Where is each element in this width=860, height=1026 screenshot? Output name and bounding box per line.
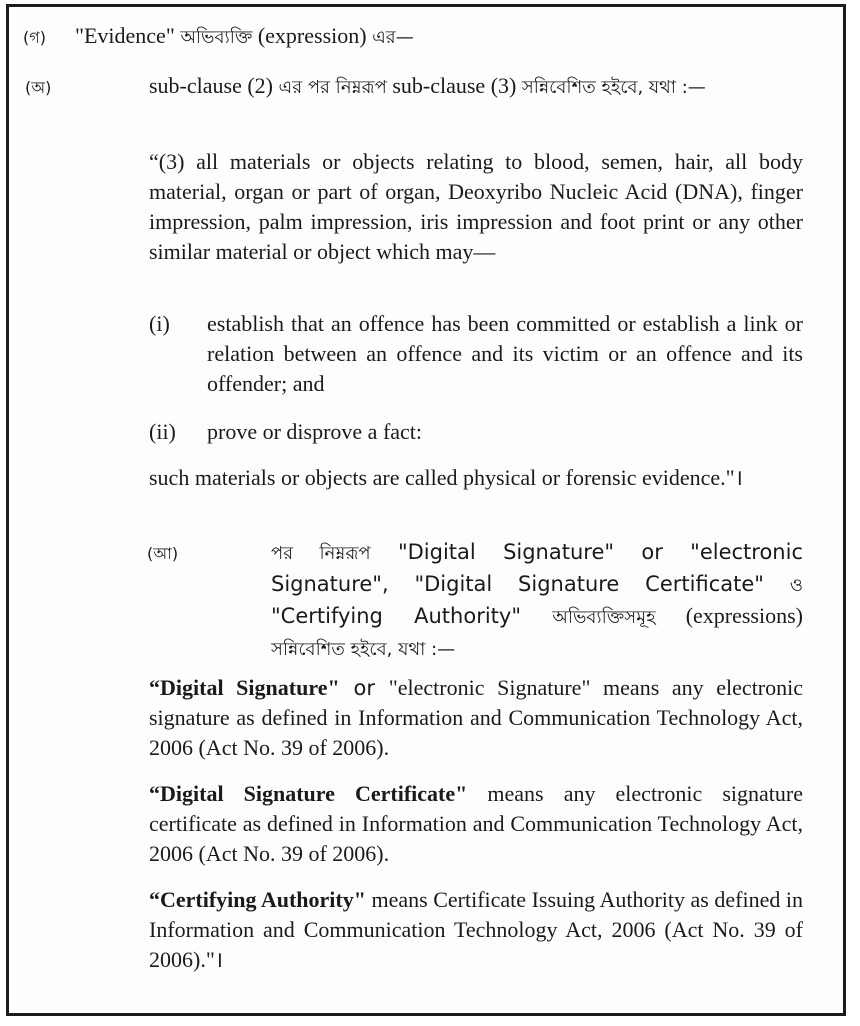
definition-text: means any electronic signature certificate as defined in Information and Communication Technology Act, 2006 (Act No. 39 of 2006). [149, 781, 803, 866]
clause-ga-heading-a: "Evidence" [75, 23, 181, 48]
list-item-ii-marker: (ii) [149, 419, 176, 444]
sub-a-line1-a: sub-clause (2) [149, 73, 279, 98]
list-item-ii-text: prove or disprove a fact: [207, 419, 423, 444]
sub-clause-aa [147, 537, 803, 665]
closing-text: such materials or objects are called physical or forensic evidence."। [149, 465, 743, 490]
sub-aa-bn1: পর নিম্নরূপ [271, 543, 371, 564]
sub-clause-a [25, 71, 803, 103]
sub-aa-bn-and: ও [789, 575, 803, 596]
sub-a-line1-bn2: সন্নিবেশিত হইবে, [521, 77, 644, 98]
clause-ga-heading-bn: অভিব্যক্তি [180, 27, 253, 48]
sub-aa-q1: "Digital Signature" [370, 540, 642, 564]
definition-term: “Digital Signature" [149, 675, 340, 700]
sub-aa-bn3: সন্নিবেশিত হইবে, যথা :— [271, 639, 456, 660]
list-item-i-marker: (i) [149, 311, 170, 336]
sub-aa-or: or [641, 540, 663, 564]
sub-aa-q2: "electronic Signature", "Digital Signature Certificate" [271, 540, 803, 596]
document-frame [6, 4, 846, 1016]
list-item-i-text: establish that an offence has been committed or establish a link or relation between an offence and its victim or an offence and its offender; and [207, 311, 803, 396]
definition-certifying-authority [149, 885, 803, 975]
list-item-ii [149, 417, 803, 447]
definition-term: “Digital Signature Certificate" [149, 781, 468, 806]
inserted-sub-clause-3: “(3) all materials or objects relating to blood, semen, hair, all body material, organ or part of organ, Deoxyribo Nucleic Acid (DNA), finger impression, palm impression, iris impression and foot print or any other similar material or object which may— [149, 149, 803, 264]
sub-clause-aa-marker: (আ) [147, 544, 179, 563]
definition-text: "electronic Signature" means any electronic signature as defined in Information and Communication Technology Act, 2006 (Act No. 39 of 2006). [149, 675, 804, 760]
definition-digital-signature [149, 673, 803, 763]
clause-ga [23, 21, 813, 53]
definition-or: or [339, 676, 389, 700]
sub-aa-exp: (expressions) [655, 603, 803, 628]
sub-clause-a-text [25, 71, 803, 103]
definition-text: means Certificate Issuing Authority as defined in Information and Communication Technology Act, 2006 (Act No. 39 of 2006)."। [149, 887, 803, 972]
definition-term: “Certifying Authority" [149, 887, 366, 912]
sub-a-line1-bn1: এর পর নিম্নরূপ [278, 77, 387, 98]
sub-clause-a-marker: (অ) [25, 78, 52, 97]
list-item-i [149, 309, 803, 396]
sub-aa-q3: "Certifying Authority" [271, 604, 553, 628]
sub-clause-aa-text [147, 537, 803, 665]
clause-ga-heading-b: (expression) [252, 23, 373, 48]
sub-a-line2-bn: যথা :— [648, 77, 706, 98]
definition-digital-signature-certificate [149, 779, 803, 869]
sub-aa-bn2: অভিব্যক্তিসমূহ [552, 607, 656, 628]
sub-a-line1-b: sub-clause (3) [386, 73, 522, 98]
clause-ga-marker: (গ) [23, 28, 46, 47]
clause-ga-heading-tail: এর— [372, 27, 414, 48]
document-body [9, 7, 843, 1013]
